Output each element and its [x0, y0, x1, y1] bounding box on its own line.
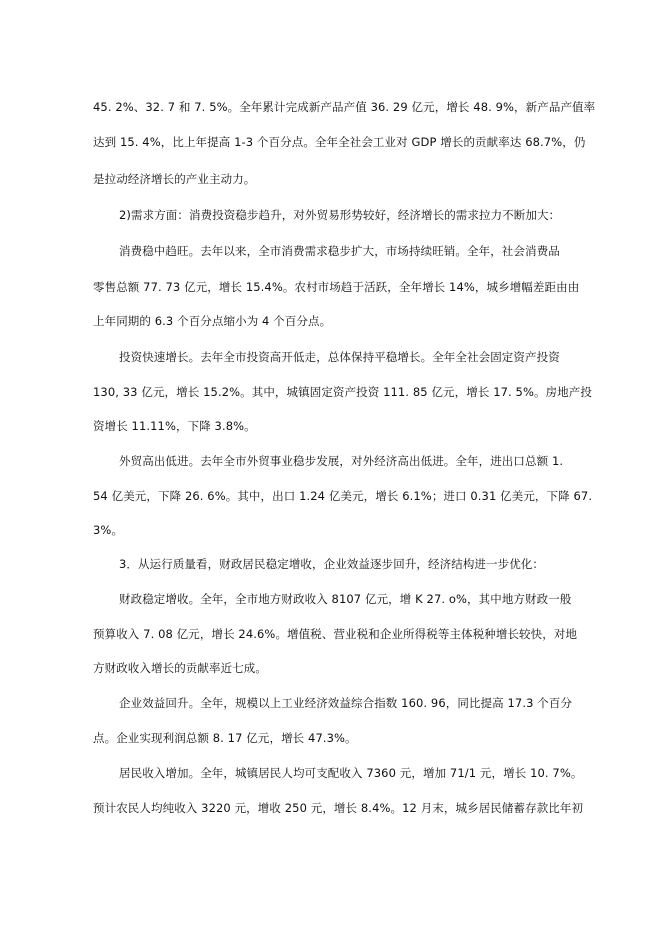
text-line: 点。企业实现利润总额 8. 17 亿元，增长 47.3%。	[93, 731, 357, 745]
text-line: 是拉动经济增长的产业主动力。	[93, 172, 256, 186]
text-line: 达到 15. 4%，比上年提高 1-3 个百分点。全年全社会工业对 GDP 增长的贡献率达 68.7%，仍	[93, 135, 586, 149]
text-line: 投资快速增长。去年全市投资高开低走，总体保持平稳增长。全年全社会固定资产投资	[119, 350, 560, 364]
text-line: 预算收入 7. 08 亿元，增长 24.6%。增值税、营业税和企业所得税等主体税种增长较快，对地	[93, 627, 578, 641]
text-line: 预计农民人均纯收入 3220 元，增收 250 元，增长 8.4%。12 月末，城乡居民储蓄存款比年初	[93, 801, 584, 815]
text-line: 54 亿美元，下降 26. 6%。其中，出口 1.24 亿美元，增长 6.1%；进口 0.31 亿美元，下降 67.	[93, 489, 593, 503]
text-line: 2)需求方面：消费投资稳步趋升，对外贸易形势较好，经济增长的需求拉力不断加大：	[119, 208, 561, 222]
text-line: 45. 2%、32. 7 和 7. 5%。全年累计完成新产品产值 36. 29 亿元，增长 48. 9%，新产品产值率	[93, 100, 596, 114]
text-line: 130, 33 亿元，增长 15.2%。其中，城镇固定资产投资 111. 85 亿元，增长 17. 5%。房地产投	[93, 385, 592, 399]
text-line: 零售总额 77. 73 亿元，增长 15.4%。农村市场趋于活跃，全年增长 14%，城乡增幅差距由由	[93, 280, 580, 294]
text-line: 资增长 11.11%，下降 3.8%。	[93, 419, 256, 433]
text-line: 方财政收入增长的贡献率近七成。	[93, 661, 267, 675]
text-line: 企业效益回升。全年，规模以上工业经济效益综合指数 160. 96，同比提高 17.3 个百分	[119, 696, 573, 710]
text-line: 上年同期的 6.3 个百分点缩小为 4 个百分点。	[93, 314, 332, 328]
text-line: 外贸高出低进。去年全市外贸事业稳步发展，对外经济高出低进。全年，进出口总额 1.	[119, 454, 564, 468]
text-line: 财政稳定增收。全年，全市地方财政收入 8107 亿元，增 K 27. o%，其中地方财政一般	[119, 592, 572, 606]
text-line: 3．从运行质量看，财政居民稳定增收，企业效益逐步回升，经济结构进一步优化：	[119, 557, 545, 571]
text-line: 消费稳中趋旺。去年以来，全市消费需求稳步扩大，市场持续旺销。全年，社会消费品	[119, 244, 560, 258]
text-line: 3%。	[93, 523, 124, 537]
text-line: 居民收入增加。全年，城镇居民人均可支配收入 7360 元，增加 71/1 元，增长 10. 7%。	[119, 766, 583, 780]
